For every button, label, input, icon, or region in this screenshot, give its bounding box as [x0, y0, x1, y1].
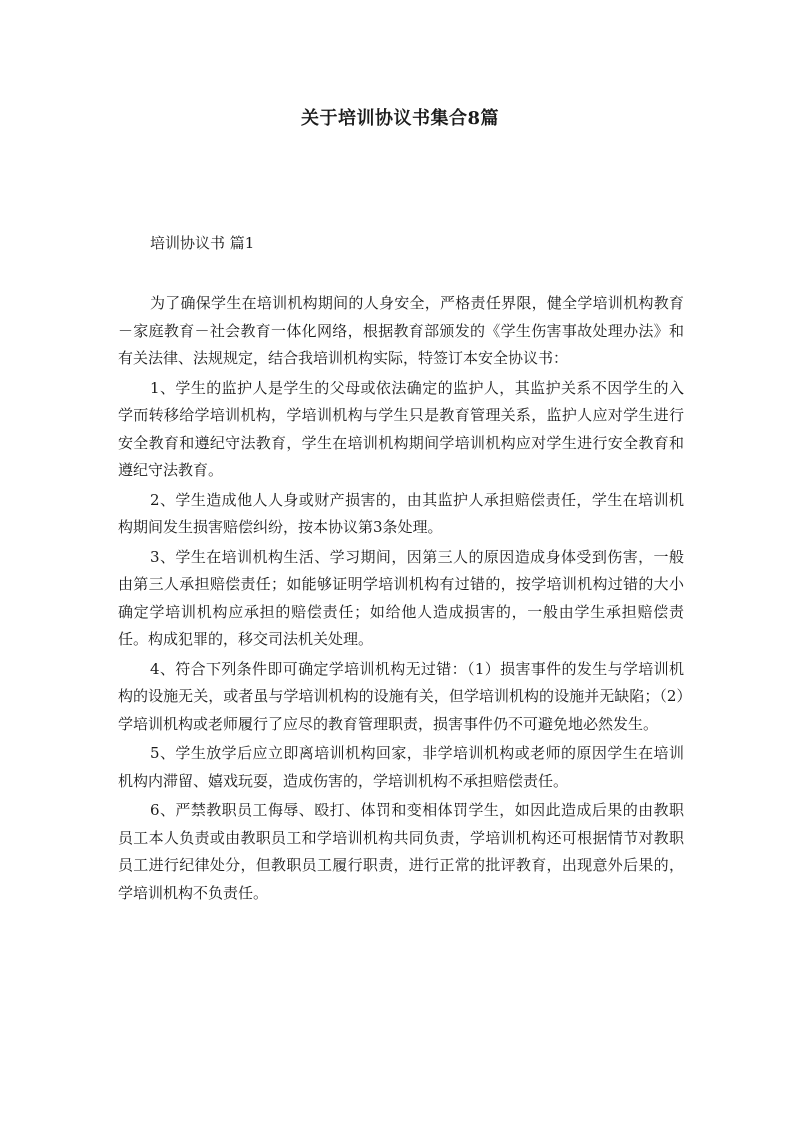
- paragraph-clause-1: 1、学生的监护人是学生的父母或依法确定的监护人，其监护关系不因学生的入学而转移给学培训机构，学培训机构与学生只是教育管理关系，监护人应对学生进行安全教育和遵纪守法教育，学生在培训机构期间学培训机构应对学生进行安全教育和遵纪守法教育。: [118, 378, 684, 479]
- section-heading: 培训协议书 篇1: [150, 234, 255, 252]
- paragraph-clause-5: 5、学生放学后应立即离培训机构回家，非学培训机构或老师的原因学生在培训机构内滞留、嬉戏玩耍，造成伤害的，学培训机构不承担赔偿责任。: [118, 744, 684, 790]
- paragraph-clause-2: 2、学生造成他人人身或财产损害的，由其监护人承担赔偿责任，学生在培训机构期间发生损害赔偿纠纷，按本协议第3条处理。: [118, 490, 684, 536]
- paragraph-clause-4: 4、符合下列条件即可确定学培训机构无过错：（1）损害事件的发生与学培训机构的设施无关，或者虽与学培训机构的设施有关，但学培训机构的设施并无缺陷；（2）学培训机构或老师履行了应尽的教育管理职责，损害事件仍不可避免地必然发生。: [118, 659, 684, 733]
- document-body: [118, 290, 684, 909]
- paragraph-intro: 为了确保学生在培训机构期间的人身安全，严格责任界限，健全学培训机构教育－家庭教育－社会教育一体化网络，根据教育部颁发的《学生伤害事故处理办法》和有关法律、法规规定，结合我培训机构实际，特签订本安全协议书：: [118, 294, 684, 367]
- document-title: 关于培训协议书集合8篇: [300, 108, 500, 129]
- paragraph-clause-3: 3、学生在培训机构生活、学习期间，因第三人的原因造成身体受到伤害，一般由第三人承担赔偿责任；如能够证明学培训机构有过错的，按学培训机构过错的大小确定学培训机构应承担的赔偿责任；如给他人造成损害的，一般由学生承担赔偿责任。构成犯罪的，移交司法机关处理。: [118, 547, 684, 648]
- paragraph-clause-6: 6、严禁教职员工侮辱、殴打、体罚和变相体罚学生，如因此造成后果的由教职员工本人负责或由教职员工和学培训机构共同负责，学培训机构还可根据情节对教职员工进行纪律处分，但教职员工履行职责，进行正常的批评教育，出现意外后果的，学培训机构不负责任。: [118, 801, 684, 902]
